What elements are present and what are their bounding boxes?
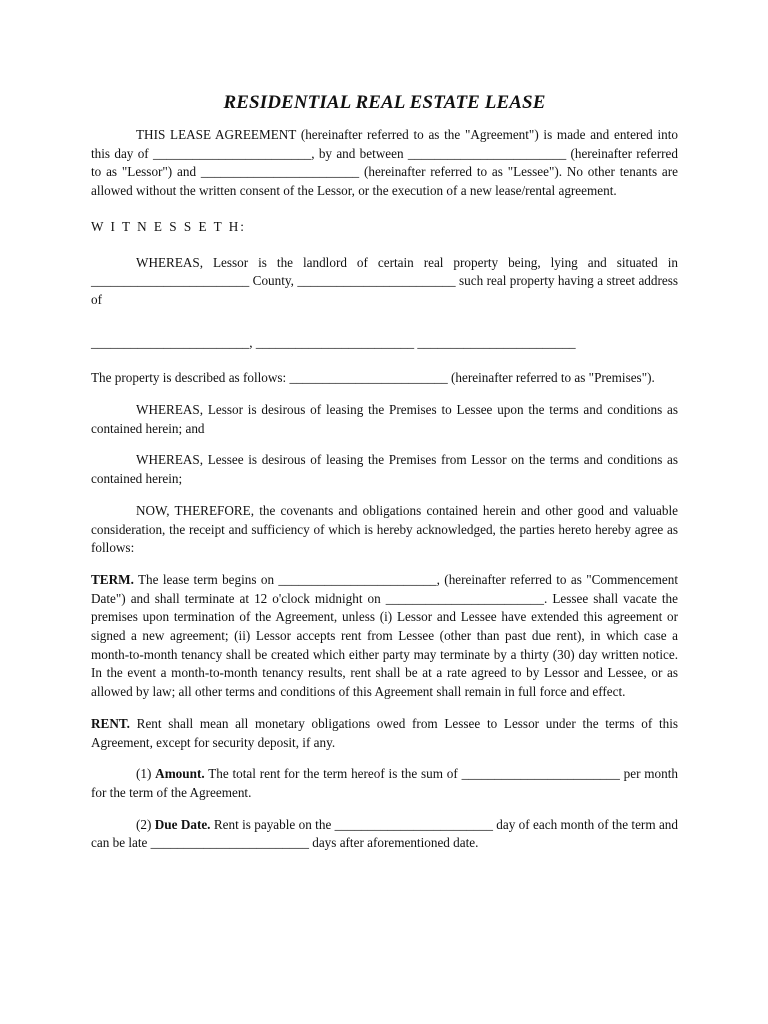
due-date-paragraph xyxy=(91,816,678,853)
due-heading: Due Date. xyxy=(154,816,211,832)
intro-paragraph: THIS LEASE AGREEMENT (hereinafter referred to as the "Agreement") is made and entered into this day of ________________________, by and between ________________________ (hereinafter referred to as "Lessor") and ________________________ (hereinafter referred to as "Lessee"). No other tenants are allowed without the written consent of the Lessor, or the execution of a new lease/rental agreement. xyxy=(91,127,678,199)
property-description-paragraph: The property is described as follows: ________________________ (hereinafter referred to as "Premises"). xyxy=(91,370,655,386)
now-therefore-paragraph: NOW, THEREFORE, the covenants and obligations contained herein and other good and valuable consideration, the receipt and sufficiency of which is hereby acknowledged, the parties hereto hereby agree as follows: xyxy=(91,502,678,556)
document-title: RESIDENTIAL REAL ESTATE LEASE xyxy=(223,92,546,113)
amount-heading: Amount. xyxy=(155,766,205,782)
whereas-landlord-paragraph: WHEREAS, Lessor is the landlord of certain real property being, lying and situated in ________________________ County, ________________________ such real property having a street address of xyxy=(91,254,678,307)
whereas-lessor-paragraph: WHEREAS, Lessor is desirous of leasing the Premises to Lessee upon the terms and conditions as contained herein; and xyxy=(91,402,678,436)
whereas-lessee-paragraph: WHEREAS, Lessee is desirous of leasing the Premises from Lessor on the terms and conditions as contained herein; xyxy=(91,452,678,487)
amount-prefix: (1) xyxy=(136,766,156,782)
rent-paragraph xyxy=(91,715,678,752)
address-blank-line: ________________________, ________________________ ________________________ xyxy=(91,334,576,350)
rent-text: Rent shall mean all monetary obligations owed from Lessee to Lessor under the terms of this Agreement, except for security deposit, if any. xyxy=(91,715,678,750)
witnesseth-heading: W I T N E S S E T H: xyxy=(91,218,246,234)
term-heading: TERM. xyxy=(91,571,134,587)
amount-paragraph xyxy=(91,765,678,802)
due-prefix: (2) xyxy=(136,816,155,832)
term-paragraph xyxy=(91,571,678,702)
term-text: The lease term begins on ________________________, (hereinafter referred to as "Commencement Date") and shall terminate at 12 o'clock midnight on ________________________. Lessee shall vacate the premises upon termination of the Agreement, unless (i) Lessor and Lessee have extended this agreement or signed a new agreement; (ii) Lessor accepts rent from Lessee (other than past due rent), in which case a month-to-month tenancy shall be created which either party may terminate by a thirty (30) day written notice. In the event a month-to-month tenancy results, rent shall be at a rate agreed to by Lessor and Lessee, or as allowed by law; all other terms and conditions of this Agreement shall remain in full force and effect. xyxy=(91,571,678,700)
amount-text: The total rent for the term hereof is the sum of ________________________ per month for the term of the Agreement. xyxy=(91,766,678,800)
rent-heading: RENT. xyxy=(91,715,130,731)
due-text: Rent is payable on the ________________________ day of each month of the term and can be late ________________________ days after aforementioned date. xyxy=(91,816,678,851)
